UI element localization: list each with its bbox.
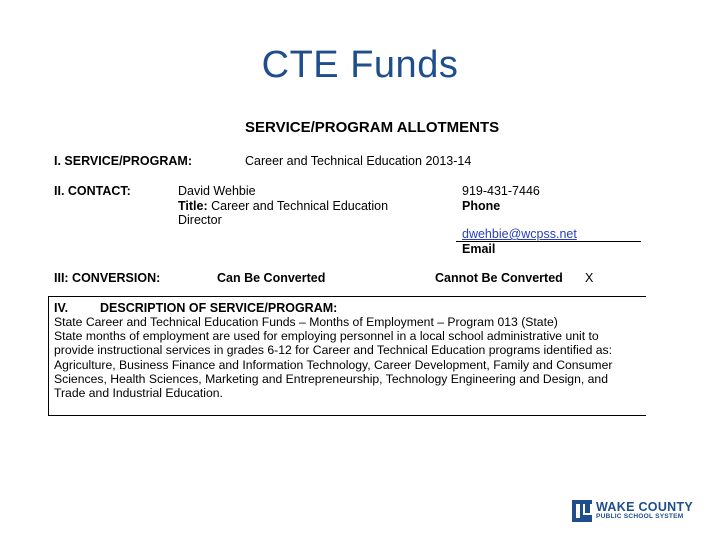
email-label: Email [462, 242, 496, 256]
logo-name: WAKE COUNTY [596, 500, 694, 514]
description-top-border [48, 296, 646, 297]
logo-subtitle: PUBLIC SCHOOL SYSTEM [596, 513, 684, 520]
service-program-label: I. SERVICE/PROGRAM: [54, 154, 192, 168]
wake-county-logo [572, 499, 693, 523]
description-label: DESCRIPTION OF SERVICE/PROGRAM: [100, 301, 338, 315]
service-program-value: Career and Technical Education 2013-14 [245, 154, 472, 168]
cannot-be-converted: Cannot Be Converted [435, 271, 563, 285]
phone-label: Phone [462, 199, 501, 213]
contact-label: II. CONTACT: [54, 184, 131, 198]
contact-title-continued: Director [178, 213, 222, 227]
description-left-border [48, 296, 49, 415]
description-line: Sciences, Health Sciences, Marketing and Entrepreneurship, Technology Engineering and Design, and [54, 371, 608, 386]
contact-title-label: Title: [178, 199, 208, 213]
conversion-mark: X [585, 271, 594, 285]
description-line: provide instructional services in grades 6-12 for Career and Technical Education programs identified as: [54, 343, 612, 358]
description-number: IV. [54, 301, 69, 315]
description-bottom-border [48, 415, 646, 416]
description-line: State months of employment are used for employing personnel in a local school administrative unit to [54, 329, 599, 344]
contact-email-link[interactable]: dwehbie@wcpss.net [462, 227, 577, 241]
can-be-converted: Can Be Converted [217, 271, 326, 285]
wcpss-logo-icon [572, 500, 592, 522]
description-line: Trade and Industrial Education. [54, 386, 223, 401]
contact-title [178, 199, 388, 213]
contact-name: David Wehbie [178, 184, 256, 198]
description-line: State Career and Technical Education Funds – Months of Employment – Program 013 (State) [54, 315, 558, 329]
slide-title: CTE Funds [261, 44, 459, 86]
contact-phone: 919-431-7446 [462, 184, 540, 198]
description-line: Agriculture, Business Finance and Information Technology, Career Development, Family and Consumer [54, 357, 613, 372]
description-body [54, 315, 646, 400]
document-heading: SERVICE/PROGRAM ALLOTMENTS [245, 119, 500, 136]
contact-title-value: Career and Technical Education [211, 199, 389, 213]
conversion-label: III: CONVERSION: [54, 271, 161, 285]
